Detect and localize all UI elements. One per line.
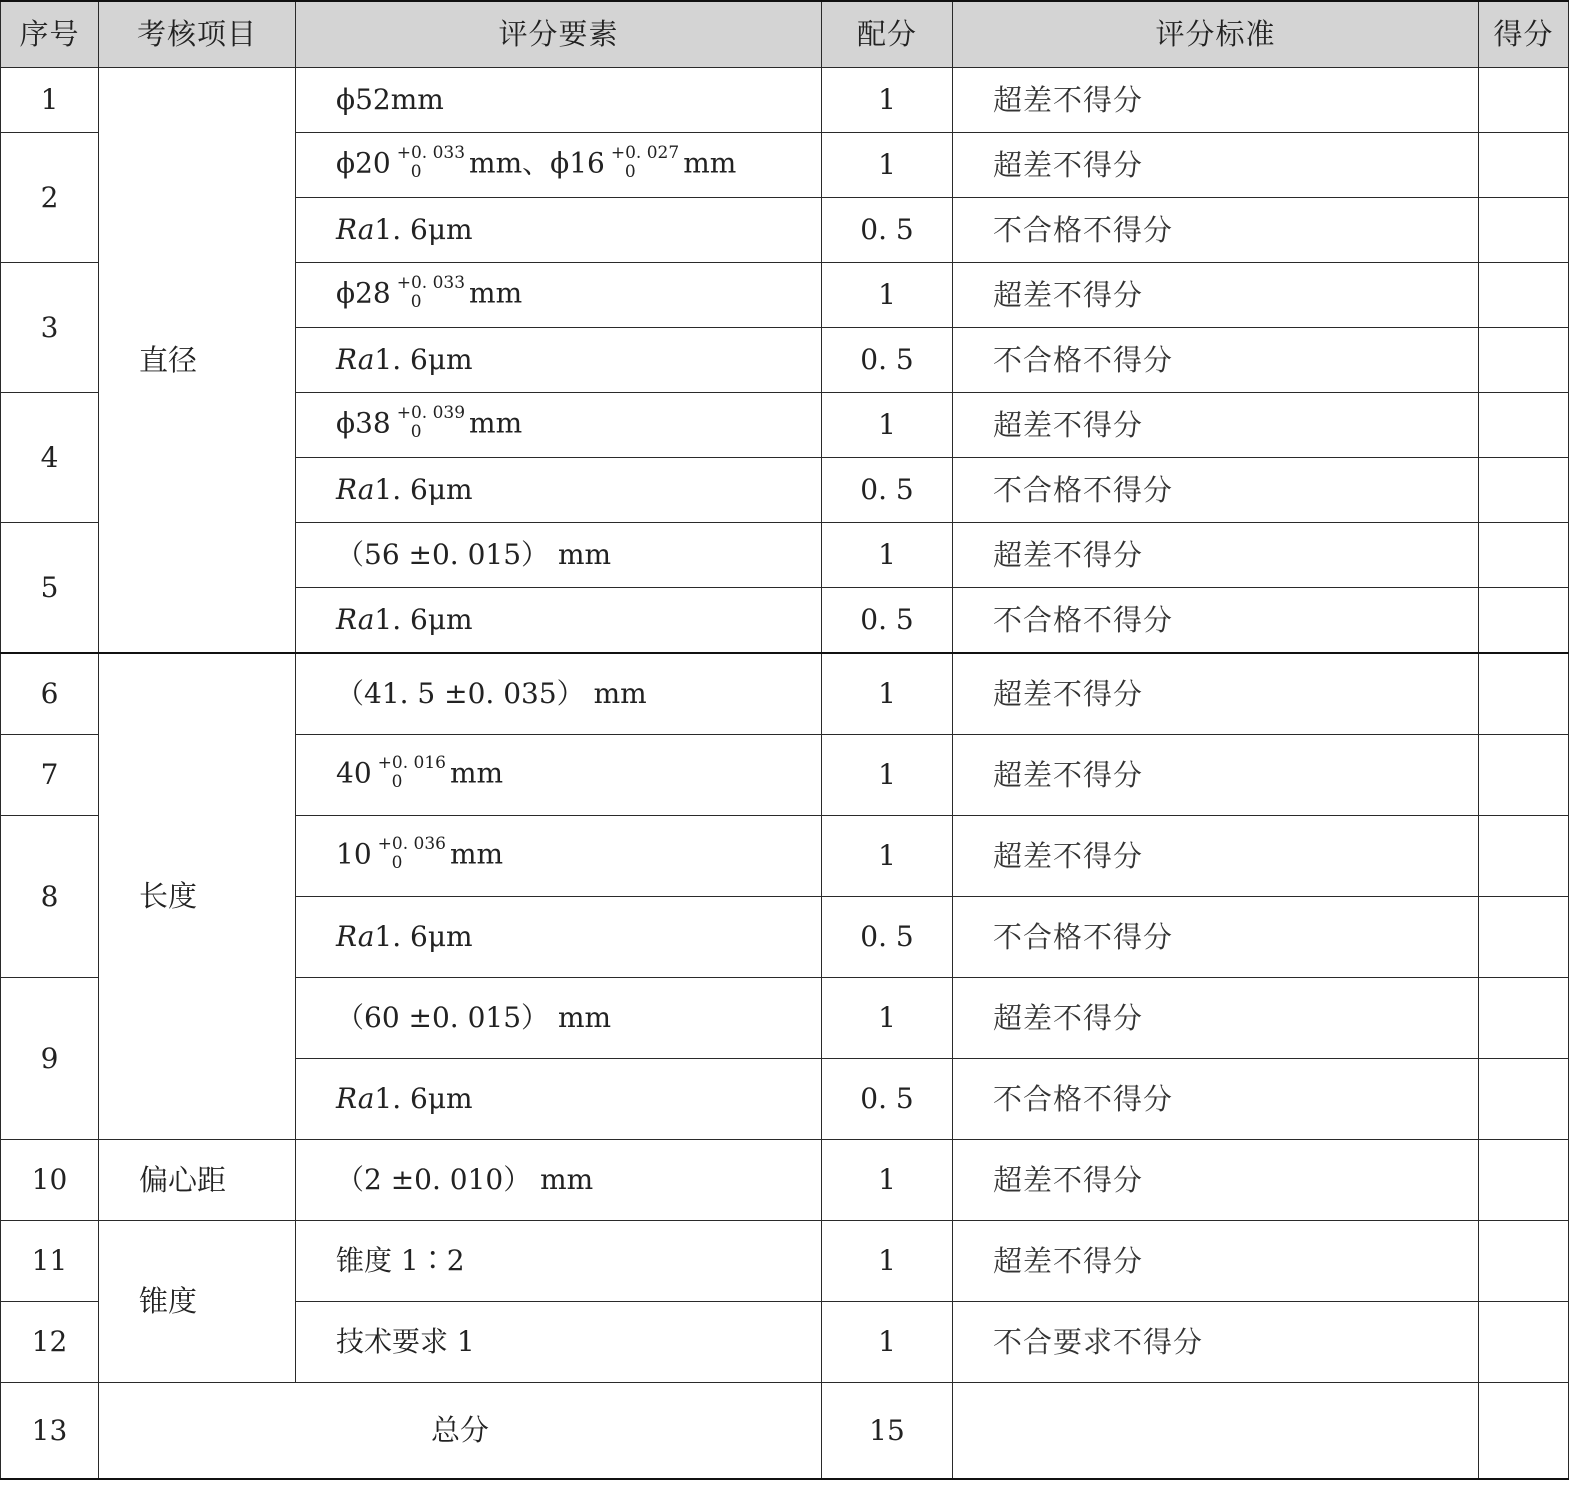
element: 技术要求 1 (296, 1302, 822, 1383)
element: （2 ±0. 010） mm (296, 1140, 822, 1221)
element (296, 588, 822, 654)
score: 0. 5 (822, 198, 953, 263)
got-cell (1479, 897, 1569, 978)
row-no: 5 (1, 523, 99, 654)
tolerance-lower: 0 (410, 292, 422, 312)
element-base: ϕ20 (336, 146, 391, 180)
roughness-value: 1. 6μm (374, 473, 473, 506)
total-label: 总分 (99, 1383, 822, 1480)
element: （41. 5 ±0. 035） mm (296, 653, 822, 735)
element-base: 40 (336, 756, 372, 790)
row-no: 1 (1, 68, 99, 133)
roughness-symbol: Ra (336, 920, 375, 953)
tolerance-lower: 0 (391, 772, 403, 792)
score: 1 (822, 1140, 953, 1221)
element: （56 ±0. 015） mm (296, 523, 822, 588)
tolerance-lower: 0 (391, 853, 403, 873)
row-no: 8 (1, 816, 99, 978)
element-unit: mm、 (469, 146, 551, 180)
roughness-symbol: Ra (336, 213, 375, 246)
got-cell (1479, 198, 1569, 263)
row-no: 7 (1, 735, 99, 816)
element (296, 458, 822, 523)
element (296, 393, 822, 458)
header-criterion: 评分标准 (953, 1, 1479, 68)
table-row (1, 1140, 1569, 1221)
header-no: 序号 (1, 1, 99, 68)
criterion: 超差不得分 (953, 1140, 1479, 1221)
element: ϕ52mm (296, 68, 822, 133)
tolerance-upper: +0. 033 (396, 143, 466, 163)
criterion: 超差不得分 (953, 133, 1479, 198)
criterion: 超差不得分 (953, 263, 1479, 328)
row-no: 13 (1, 1383, 99, 1480)
got-cell (1479, 588, 1569, 654)
element (296, 133, 822, 198)
got-cell (1479, 978, 1569, 1059)
category-taper: 锥度 (99, 1221, 296, 1383)
roughness-symbol: Ra (336, 603, 375, 636)
category-diameter: 直径 (99, 68, 296, 654)
score: 1 (822, 523, 953, 588)
got-cell (1479, 816, 1569, 897)
category-eccentric: 偏心距 (99, 1140, 296, 1221)
header-element: 评分要素 (296, 1, 822, 68)
criterion: 不合格不得分 (953, 588, 1479, 654)
score: 1 (822, 263, 953, 328)
row-no: 2 (1, 133, 99, 263)
element: （60 ±0. 015） mm (296, 978, 822, 1059)
element-unit: mm (469, 406, 523, 440)
criterion: 超差不得分 (953, 653, 1479, 735)
got-cell (1479, 1302, 1569, 1383)
score: 1 (822, 653, 953, 735)
got-cell (1479, 68, 1569, 133)
criterion: 超差不得分 (953, 735, 1479, 816)
criterion: 超差不得分 (953, 393, 1479, 458)
got-cell (1479, 735, 1569, 816)
got-cell (1479, 458, 1569, 523)
total-row (1, 1383, 1569, 1480)
element (296, 328, 822, 393)
got-cell (1479, 263, 1569, 328)
got-cell (1479, 1140, 1569, 1221)
tolerance (611, 144, 679, 182)
criterion: 不合格不得分 (953, 1059, 1479, 1140)
roughness-value: 1. 6μm (374, 1082, 473, 1115)
table-row (1, 68, 1569, 133)
roughness-value: 1. 6μm (374, 603, 473, 636)
criterion: 不合要求不得分 (953, 1302, 1479, 1383)
score: 1 (822, 393, 953, 458)
got-cell (1479, 133, 1569, 198)
score: 1 (822, 735, 953, 816)
got-cell (1479, 328, 1569, 393)
element-unit: mm (449, 837, 504, 871)
element (296, 1059, 822, 1140)
roughness-value: 1. 6μm (374, 213, 473, 246)
criterion-empty (953, 1383, 1479, 1480)
row-no: 4 (1, 393, 99, 523)
element (296, 816, 822, 897)
score: 0. 5 (822, 1059, 953, 1140)
header-score: 配分 (822, 1, 953, 68)
got-cell (1479, 523, 1569, 588)
criterion: 不合格不得分 (953, 458, 1479, 523)
element-unit: mm (683, 146, 737, 180)
tolerance-upper: +0. 033 (396, 273, 466, 293)
row-no: 9 (1, 978, 99, 1140)
row-no: 6 (1, 653, 99, 735)
row-no: 10 (1, 1140, 99, 1221)
score: 1 (822, 978, 953, 1059)
criterion: 不合格不得分 (953, 897, 1479, 978)
element-unit: mm (469, 276, 523, 310)
roughness-symbol: Ra (336, 343, 375, 376)
got-cell (1479, 1059, 1569, 1140)
score: 1 (822, 1221, 953, 1302)
row-no: 11 (1, 1221, 99, 1302)
score: 0. 5 (822, 588, 953, 654)
table-row (1, 653, 1569, 735)
score: 0. 5 (822, 458, 953, 523)
score: 1 (822, 68, 953, 133)
got-cell (1479, 1221, 1569, 1302)
tolerance (397, 404, 465, 442)
criterion: 超差不得分 (953, 1221, 1479, 1302)
row-no: 3 (1, 263, 99, 393)
tolerance (378, 754, 446, 792)
tolerance (397, 274, 465, 312)
got-cell (1479, 653, 1569, 735)
element (296, 263, 822, 328)
tolerance-upper: +0. 016 (377, 753, 446, 773)
roughness-value: 1. 6μm (374, 343, 473, 376)
table-row (1, 1221, 1569, 1302)
tolerance-upper: +0. 039 (396, 403, 466, 423)
element (296, 897, 822, 978)
tolerance (397, 144, 465, 182)
header-category: 考核项目 (99, 1, 296, 68)
tolerance-lower: 0 (624, 162, 636, 182)
criterion: 不合格不得分 (953, 198, 1479, 263)
element (296, 198, 822, 263)
category-length: 长度 (99, 653, 296, 1140)
criterion: 超差不得分 (953, 523, 1479, 588)
element: 锥度 1∶2 (296, 1221, 822, 1302)
tolerance-lower: 0 (410, 422, 422, 442)
criterion: 超差不得分 (953, 68, 1479, 133)
header-row (1, 1, 1569, 68)
tolerance-upper: +0. 027 (610, 143, 680, 163)
tolerance (378, 835, 446, 873)
element-base: ϕ16 (550, 146, 605, 180)
got-cell (1479, 1383, 1569, 1480)
tolerance-lower: 0 (410, 162, 422, 182)
element-unit: mm (449, 756, 504, 790)
element-base: ϕ28 (336, 276, 391, 310)
element-base: ϕ38 (336, 406, 391, 440)
score: 1 (822, 133, 953, 198)
total-score: 15 (822, 1383, 953, 1480)
score: 1 (822, 1302, 953, 1383)
roughness-symbol: Ra (336, 1082, 375, 1115)
element-base: 10 (336, 837, 372, 871)
row-no: 12 (1, 1302, 99, 1383)
criterion: 超差不得分 (953, 978, 1479, 1059)
tolerance-upper: +0. 036 (377, 834, 446, 854)
score: 1 (822, 816, 953, 897)
criterion: 超差不得分 (953, 816, 1479, 897)
criterion: 不合格不得分 (953, 328, 1479, 393)
header-got: 得分 (1479, 1, 1569, 68)
element (296, 735, 822, 816)
got-cell (1479, 393, 1569, 458)
roughness-value: 1. 6μm (374, 920, 473, 953)
score: 0. 5 (822, 897, 953, 978)
roughness-symbol: Ra (336, 473, 375, 506)
score: 0. 5 (822, 328, 953, 393)
